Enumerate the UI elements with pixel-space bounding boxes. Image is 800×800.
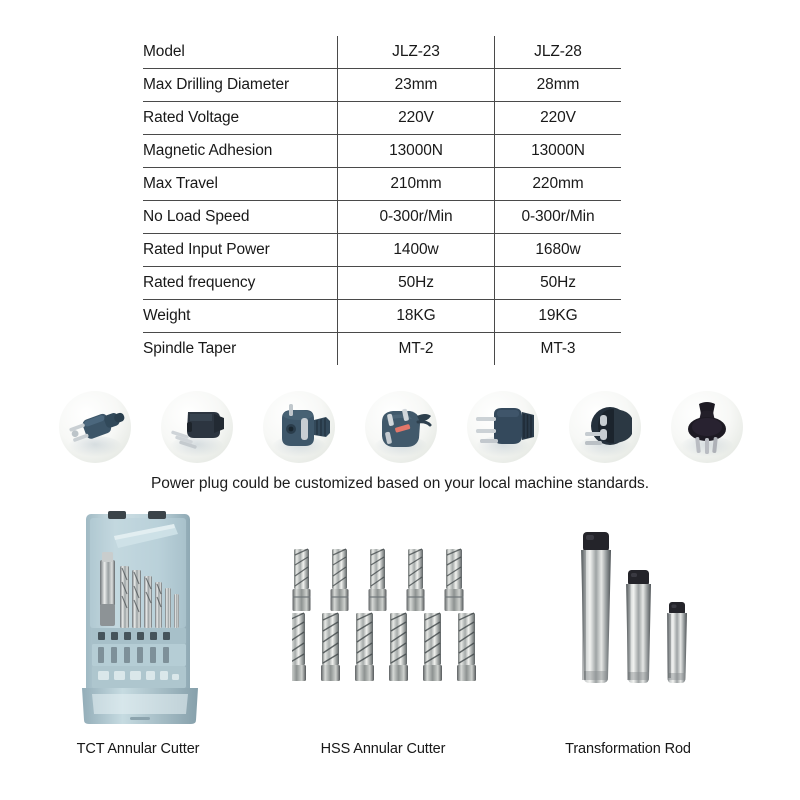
plug-item xyxy=(668,388,746,466)
eu-type-e-plug-icon xyxy=(464,388,542,466)
spec-label: Model xyxy=(143,36,338,69)
spec-label: Spindle Taper xyxy=(143,340,237,358)
spec-value-jlz28: 220mm xyxy=(495,168,622,201)
table-row xyxy=(143,135,621,168)
hss-annular-cutter-caption: HSS Annular Cutter xyxy=(320,741,446,757)
spec-value-jlz28: 0-300r/Min xyxy=(495,201,622,234)
spec-value-jlz28: 50Hz xyxy=(495,267,622,300)
spec-table-body xyxy=(143,36,621,365)
spec-label: No Load Speed xyxy=(143,201,338,234)
specification-table xyxy=(143,36,619,365)
plug-customization-caption: Power plug could be customized based on your local machine standards. xyxy=(150,475,649,492)
spec-value-jlz28: 13000N xyxy=(495,135,622,168)
transformation-rod-caption: Transformation Rod xyxy=(565,741,691,757)
spec-value-jlz23: 50Hz xyxy=(338,267,495,300)
rod-large xyxy=(581,532,611,683)
spec-value-jlz23: JLZ-23 xyxy=(338,36,495,69)
tct-annular-cutter-caption: TCT Annular Cutter xyxy=(76,741,200,757)
spec-value-jlz28: 1680w xyxy=(495,234,622,267)
au-type-i-plug-icon xyxy=(668,388,746,466)
hss-annular-cutter-image xyxy=(292,543,492,683)
rod-medium xyxy=(626,570,651,683)
table-row xyxy=(143,267,621,300)
spec-label: Rated Input Power xyxy=(143,234,338,267)
spec-value-jlz28: MT-3 xyxy=(540,340,576,358)
spec-label: Weight xyxy=(143,300,338,333)
table-row xyxy=(143,168,621,201)
us-type-a-angled-plug-icon xyxy=(158,388,236,466)
spec-value-jlz23: 23mm xyxy=(338,69,495,102)
spec-value-jlz23: 220V xyxy=(338,102,495,135)
tct-annular-cutter-image xyxy=(78,508,202,726)
table-row xyxy=(143,102,621,135)
plug-item xyxy=(158,388,236,466)
spec-table-element xyxy=(143,36,621,365)
plug-item xyxy=(464,388,542,466)
spec-value-jlz28: 28mm xyxy=(495,69,622,102)
table-row xyxy=(143,201,621,234)
spec-label: Max Drilling Diameter xyxy=(143,69,338,102)
us-type-b-plug-icon xyxy=(56,388,134,466)
table-row xyxy=(143,69,621,102)
transformation-rod-image xyxy=(565,528,715,708)
spec-value-jlz23: 0-300r/Min xyxy=(338,201,495,234)
eu-type-f-plug-icon xyxy=(566,388,644,466)
plug-item xyxy=(56,388,134,466)
plug-item xyxy=(566,388,644,466)
table-row xyxy=(143,333,621,366)
spec-label: Rated frequency xyxy=(143,267,338,300)
rod-small xyxy=(667,602,687,683)
spec-label: Rated Voltage xyxy=(143,102,338,135)
spec-value-jlz23: 18KG xyxy=(338,300,495,333)
spec-value-jlz23: 1400w xyxy=(338,234,495,267)
plug-item xyxy=(260,388,338,466)
table-row xyxy=(143,36,621,69)
spec-label: Magnetic Adhesion xyxy=(143,135,338,168)
uk-type-g-plug-icon xyxy=(362,388,440,466)
table-row xyxy=(143,300,621,333)
spec-value-jlz28: JLZ-28 xyxy=(495,36,622,69)
spec-label: Max Travel xyxy=(143,168,338,201)
table-row xyxy=(143,234,621,267)
power-plug-gallery xyxy=(56,386,746,468)
plug-item xyxy=(362,388,440,466)
spec-value-jlz28: 19KG xyxy=(495,300,622,333)
spec-value-jlz28: 220V xyxy=(495,102,622,135)
spec-value-jlz23: 13000N xyxy=(338,135,495,168)
spec-value-jlz23: MT-2 xyxy=(338,333,495,366)
spec-value-jlz23: 210mm xyxy=(338,168,495,201)
eu-schuko-plug-icon xyxy=(260,388,338,466)
